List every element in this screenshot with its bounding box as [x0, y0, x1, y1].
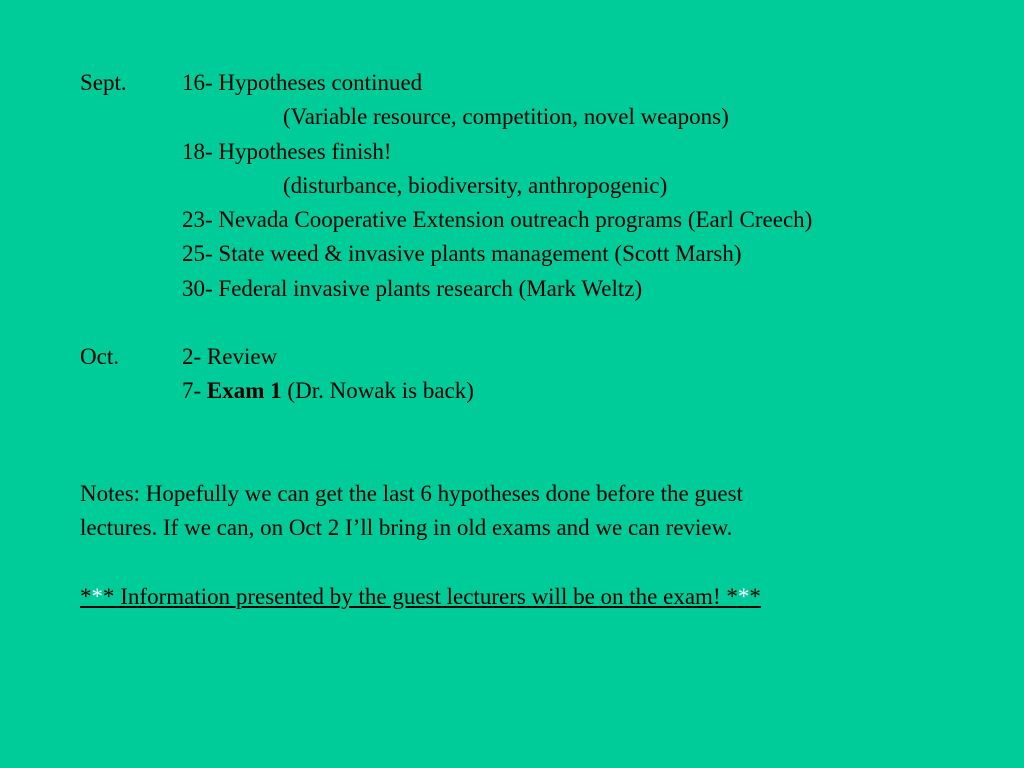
schedule-detail-sept-16: (Variable resource, competition, novel weapons) [283, 104, 729, 129]
schedule-entry-oct-7 [182, 377, 474, 405]
schedule-detail-sept-18: (disturbance, biodiversity, anthropogenic) [283, 173, 668, 198]
exam-warning [80, 583, 761, 611]
notes-line-2: lectures. If we can, on Oct 2 I’ll bring in old exams and we can review. [80, 515, 733, 540]
schedule-entry-sept-30: 30- Federal invasive plants research (Mark Weltz) [182, 276, 643, 301]
schedule-entry-sept-23: 23- Nevada Cooperative Extension outreach programs (Earl Creech) [182, 207, 813, 232]
schedule-entry-sept-18: 18- Hypotheses finish! [182, 139, 392, 164]
notes-line-1: Notes: Hopefully we can get the last 6 hypotheses done before the guest [80, 481, 743, 506]
exam-title: Exam 1 [206, 378, 282, 403]
schedule-entry-oct-2: 2- Review [182, 344, 278, 369]
warning-star-right: * [749, 584, 761, 609]
schedule-entry-sept-16: 16- Hypotheses continued [182, 70, 423, 95]
exam-note: (Dr. Nowak is back) [281, 378, 474, 403]
warning-star-right-mid: * [737, 584, 750, 609]
month-oct: Oct. [80, 344, 119, 369]
exam-prefix: 7- [182, 378, 207, 403]
schedule-entry-sept-25: 25- State weed & invasive plants management (Scott Marsh) [182, 241, 742, 266]
month-sept: Sept. [80, 70, 127, 95]
warning-star-left-mid: * [91, 584, 103, 609]
warning-star-left: * [80, 584, 92, 609]
warning-text: * Information presented by the guest lecturers will be on the exam! * [103, 584, 738, 609]
